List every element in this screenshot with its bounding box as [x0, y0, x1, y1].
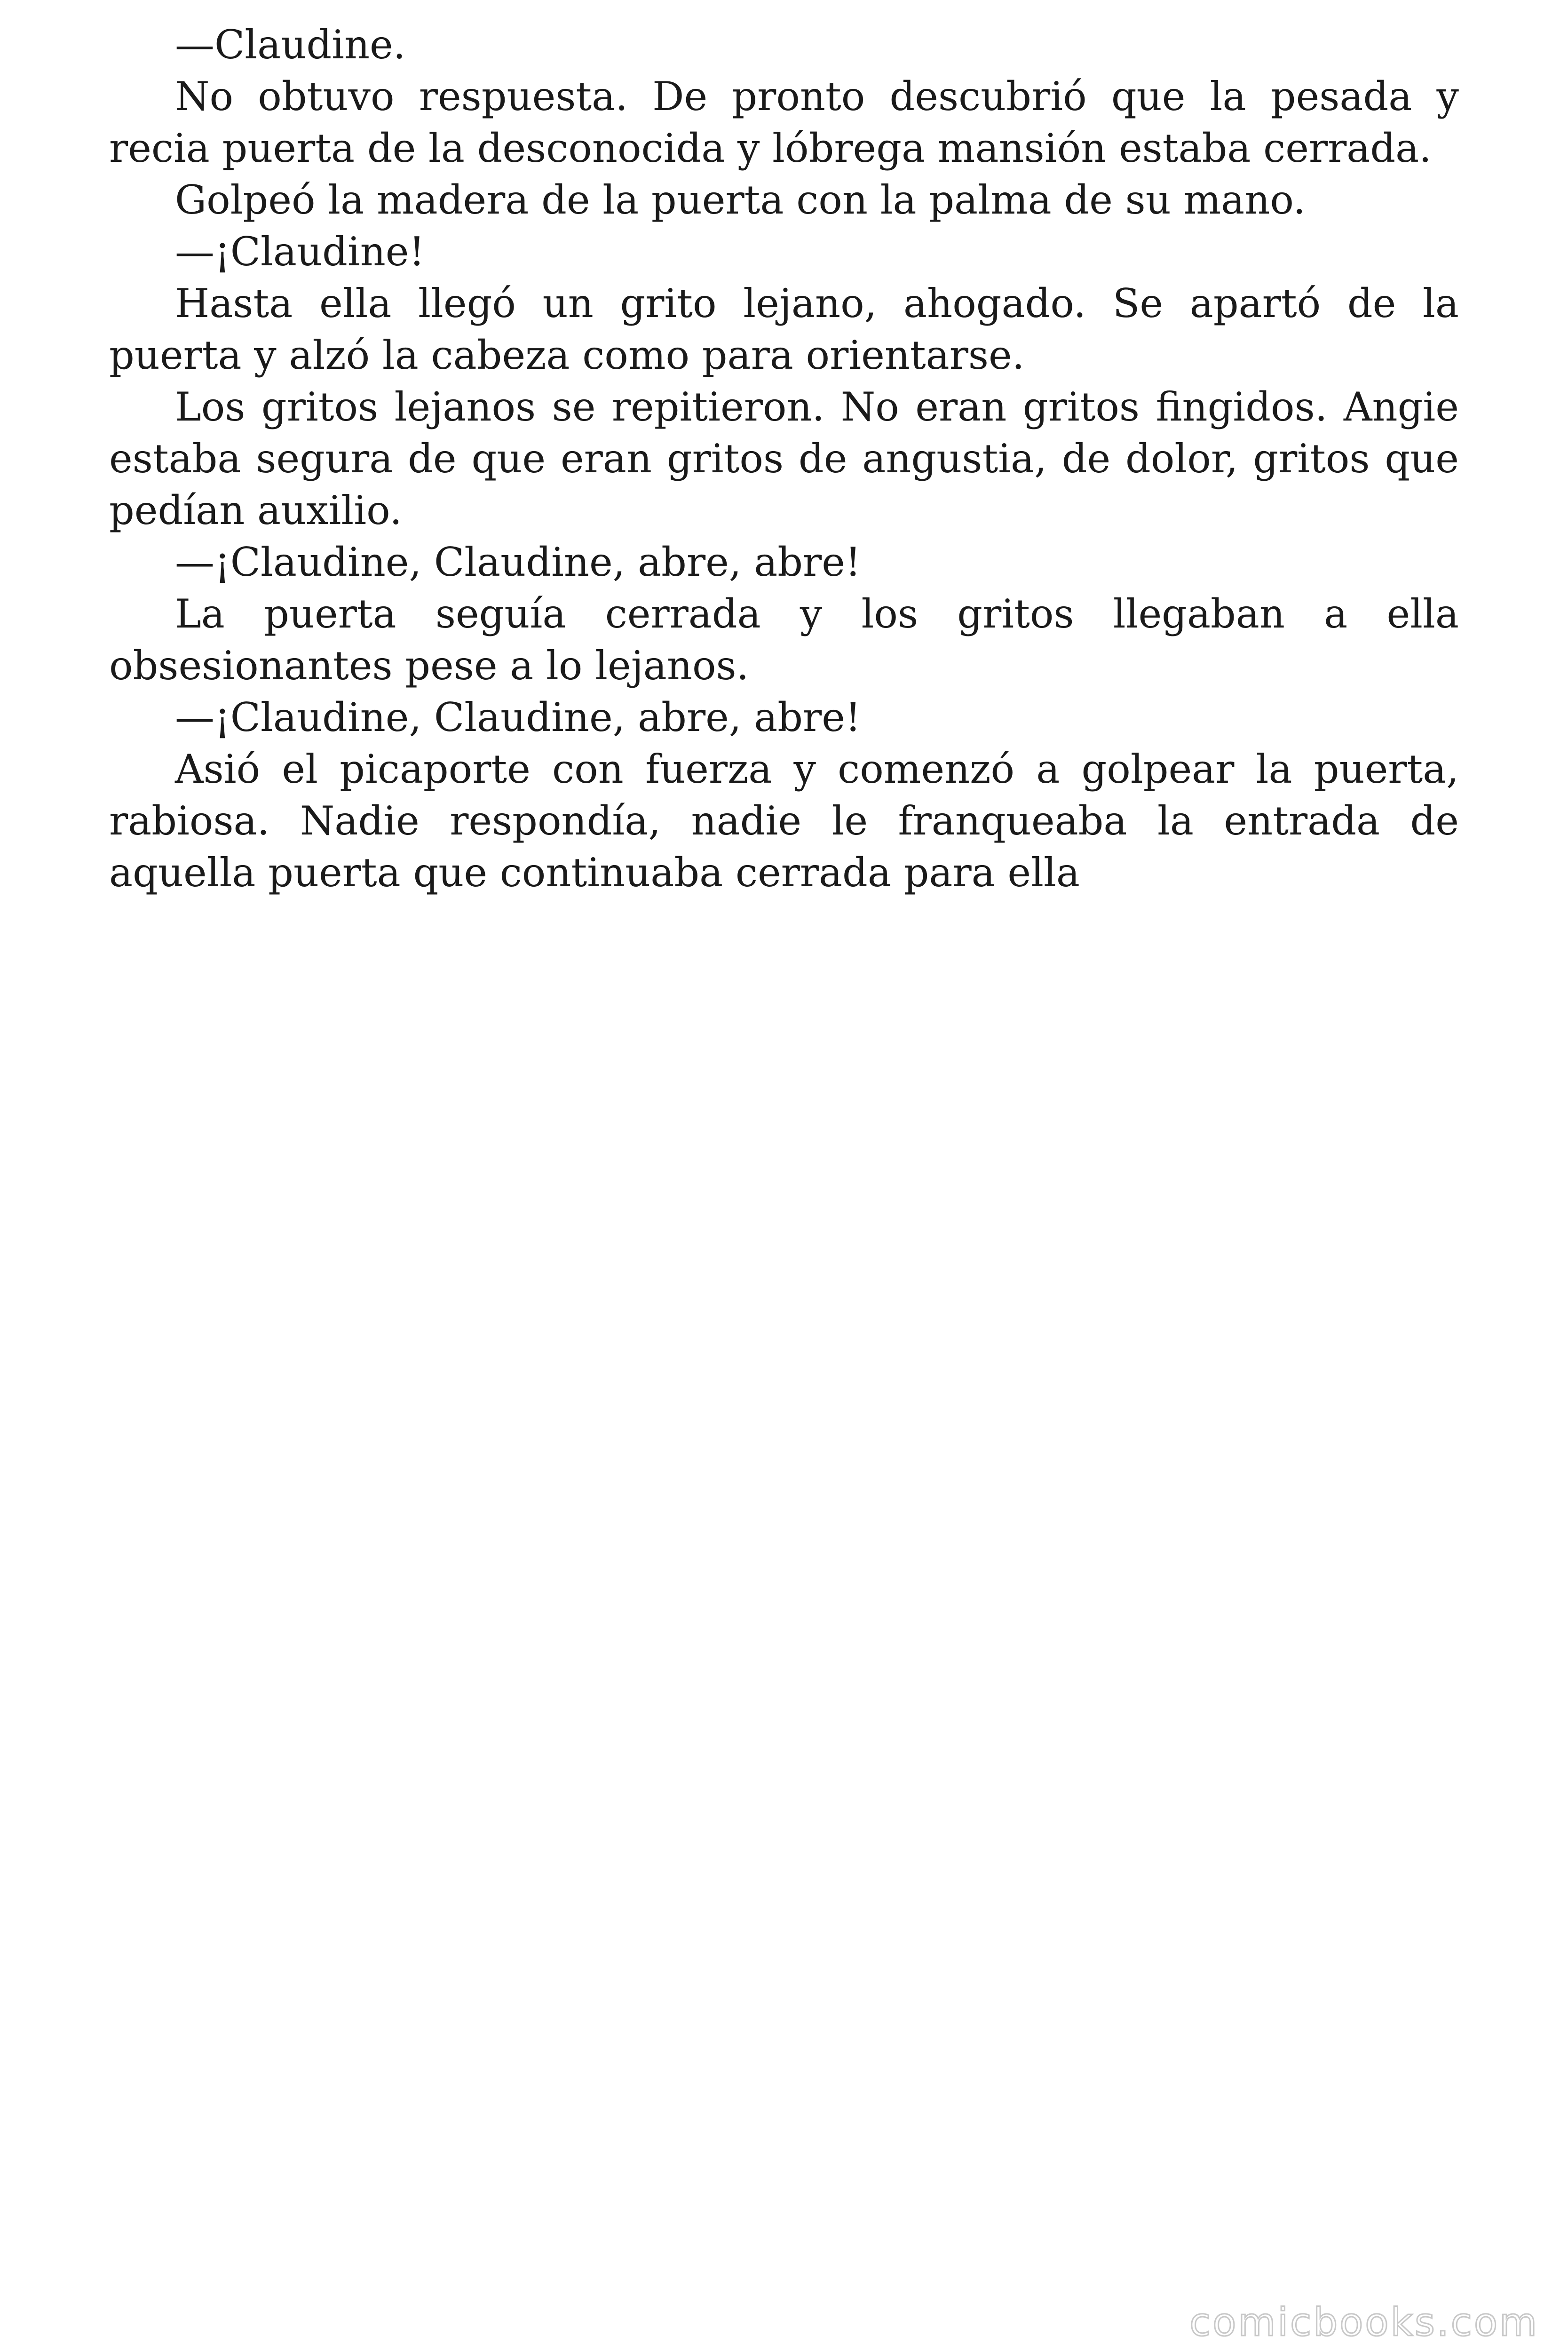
paragraph: Los gritos lejanos se repitieron. No eran gritos fingidos. Angie estaba segura de que eran gritos de angustia, de dolor, gritos que pedían auxilio.	[109, 384, 1459, 533]
paragraph: —¡Claudine, Claudine, abre, abre!	[175, 694, 861, 740]
paragraph: No obtuvo respuesta. De pronto descubrió que la pesada y recia puerta de la desconocida y lóbrega mansión estaba cerrada.	[109, 73, 1459, 171]
paragraph: —Claudine.	[175, 22, 406, 68]
paragraph: —¡Claudine!	[175, 229, 425, 275]
paragraph: Golpeó la madera de la puerta con la palma de su mano.	[175, 177, 1306, 223]
paragraph: —¡Claudine, Claudine, abre, abre!	[175, 539, 861, 585]
text-body	[109, 19, 1459, 898]
watermark: comicbooks.com	[1189, 2300, 1539, 2345]
paragraph: Hasta ella llegó un grito lejano, ahogado. Se apartó de la puerta y alzó la cabeza como para orientarse.	[109, 280, 1459, 378]
paragraph: La puerta seguía cerrada y los gritos llegaban a ella obsesionantes pese a lo lejanos.	[109, 591, 1459, 689]
paragraph: Asió el picaporte con fuerza y comenzó a golpear la puerta, rabiosa. Nadie respondía, nadie le franqueaba la entrada de aquella puerta que continuaba cerrada para ella	[109, 746, 1459, 896]
